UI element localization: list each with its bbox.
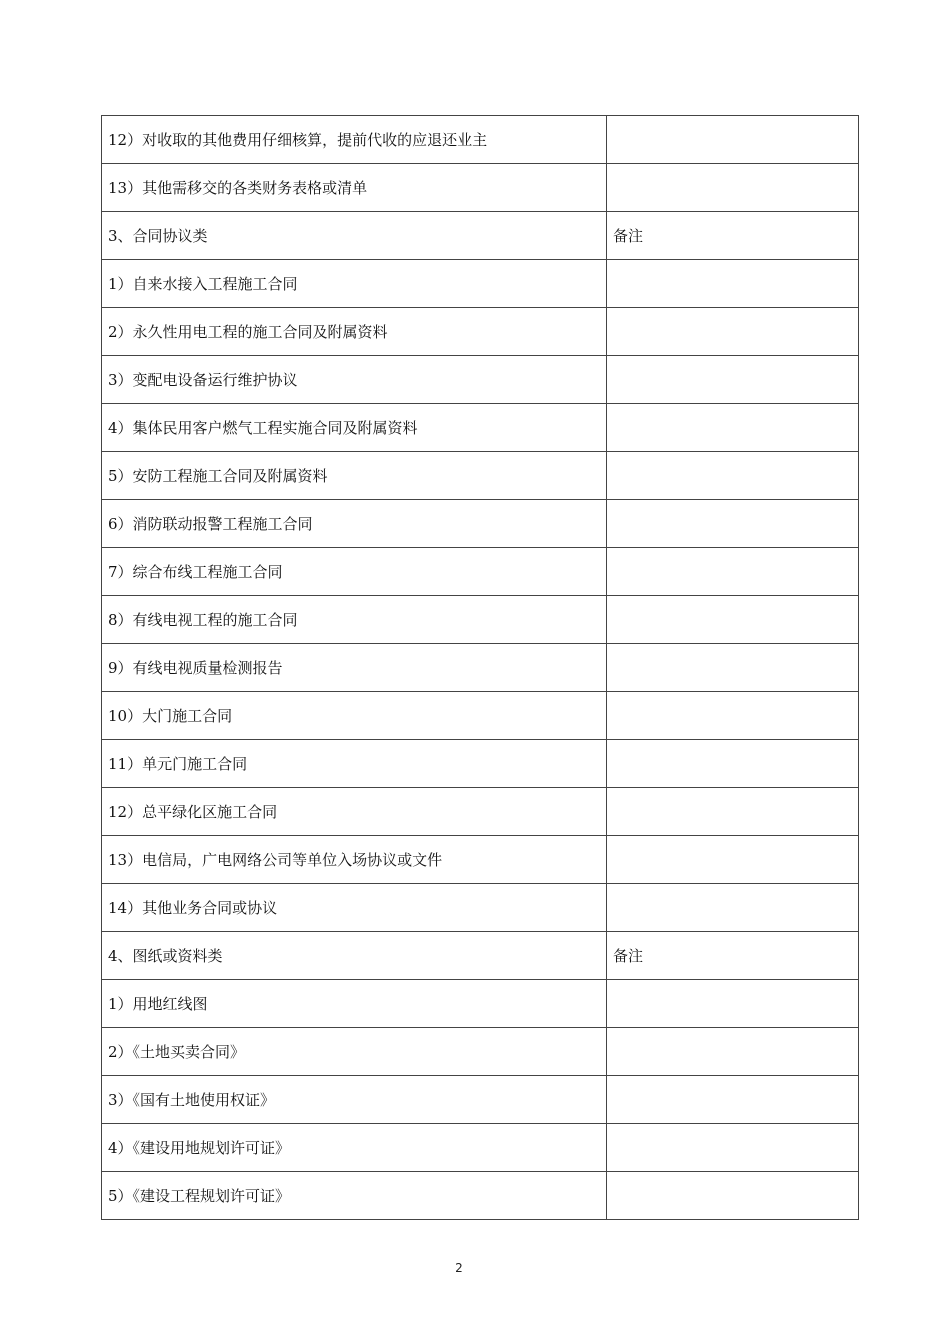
section-title-cell: 3、合同协议类 <box>102 212 607 260</box>
note-cell <box>607 836 859 884</box>
table-row <box>102 116 859 164</box>
note-cell <box>607 1076 859 1124</box>
note-cell <box>607 548 859 596</box>
item-cell: 4）集体民用客户燃气工程实施合同及附属资料 <box>102 404 607 452</box>
item-cell: 4）《建设用地规划许可证》 <box>102 1124 607 1172</box>
table-row <box>102 500 859 548</box>
table-row <box>102 308 859 356</box>
note-cell <box>607 452 859 500</box>
table-row <box>102 644 859 692</box>
table-row <box>102 260 859 308</box>
note-cell <box>607 980 859 1028</box>
item-cell: 5）《建设工程规划许可证》 <box>102 1172 607 1220</box>
item-cell: 6）消防联动报警工程施工合同 <box>102 500 607 548</box>
table-row <box>102 1124 859 1172</box>
table-row <box>102 596 859 644</box>
item-cell: 3）变配电设备运行维护协议 <box>102 356 607 404</box>
table-row <box>102 1172 859 1220</box>
note-cell <box>607 788 859 836</box>
item-cell: 2）《土地买卖合同》 <box>102 1028 607 1076</box>
note-cell <box>607 1028 859 1076</box>
note-cell <box>607 692 859 740</box>
note-header-cell: 备注 <box>607 212 859 260</box>
item-cell: 12）对收取的其他费用仔细核算，提前代收的应退还业主 <box>102 116 607 164</box>
table-row <box>102 356 859 404</box>
table-row <box>102 164 859 212</box>
item-cell: 10）大门施工合同 <box>102 692 607 740</box>
note-cell <box>607 884 859 932</box>
item-cell: 1）自来水接入工程施工合同 <box>102 260 607 308</box>
item-cell: 14）其他业务合同或协议 <box>102 884 607 932</box>
table-row <box>102 1028 859 1076</box>
table-row <box>102 788 859 836</box>
item-cell: 13）其他需移交的各类财务表格或清单 <box>102 164 607 212</box>
page-number: 2 <box>455 1261 463 1275</box>
item-cell: 1）用地红线图 <box>102 980 607 1028</box>
table-row <box>102 1076 859 1124</box>
section-title-cell: 4、图纸或资料类 <box>102 932 607 980</box>
table-row <box>102 980 859 1028</box>
table-row <box>102 692 859 740</box>
item-cell: 9）有线电视质量检测报告 <box>102 644 607 692</box>
note-cell <box>607 116 859 164</box>
item-cell: 12）总平绿化区施工合同 <box>102 788 607 836</box>
item-cell: 13）电信局，广电网络公司等单位入场协议或文件 <box>102 836 607 884</box>
table-row <box>102 884 859 932</box>
note-cell <box>607 308 859 356</box>
note-cell <box>607 644 859 692</box>
table-row <box>102 452 859 500</box>
item-cell: 11）单元门施工合同 <box>102 740 607 788</box>
note-cell <box>607 356 859 404</box>
item-cell: 2）永久性用电工程的施工合同及附属资料 <box>102 308 607 356</box>
section-header-row <box>102 212 859 260</box>
item-cell: 3）《国有土地使用权证》 <box>102 1076 607 1124</box>
note-cell <box>607 740 859 788</box>
note-cell <box>607 500 859 548</box>
note-cell <box>607 1124 859 1172</box>
note-cell <box>607 260 859 308</box>
note-cell <box>607 404 859 452</box>
table-row <box>102 740 859 788</box>
item-cell: 8）有线电视工程的施工合同 <box>102 596 607 644</box>
table-row <box>102 836 859 884</box>
note-cell <box>607 1172 859 1220</box>
note-header-cell: 备注 <box>607 932 859 980</box>
table-row <box>102 404 859 452</box>
note-cell <box>607 596 859 644</box>
section-header-row <box>102 932 859 980</box>
table-row <box>102 548 859 596</box>
item-cell: 5）安防工程施工合同及附属资料 <box>102 452 607 500</box>
note-cell <box>607 164 859 212</box>
checklist-table <box>101 115 859 1220</box>
item-cell: 7）综合布线工程施工合同 <box>102 548 607 596</box>
